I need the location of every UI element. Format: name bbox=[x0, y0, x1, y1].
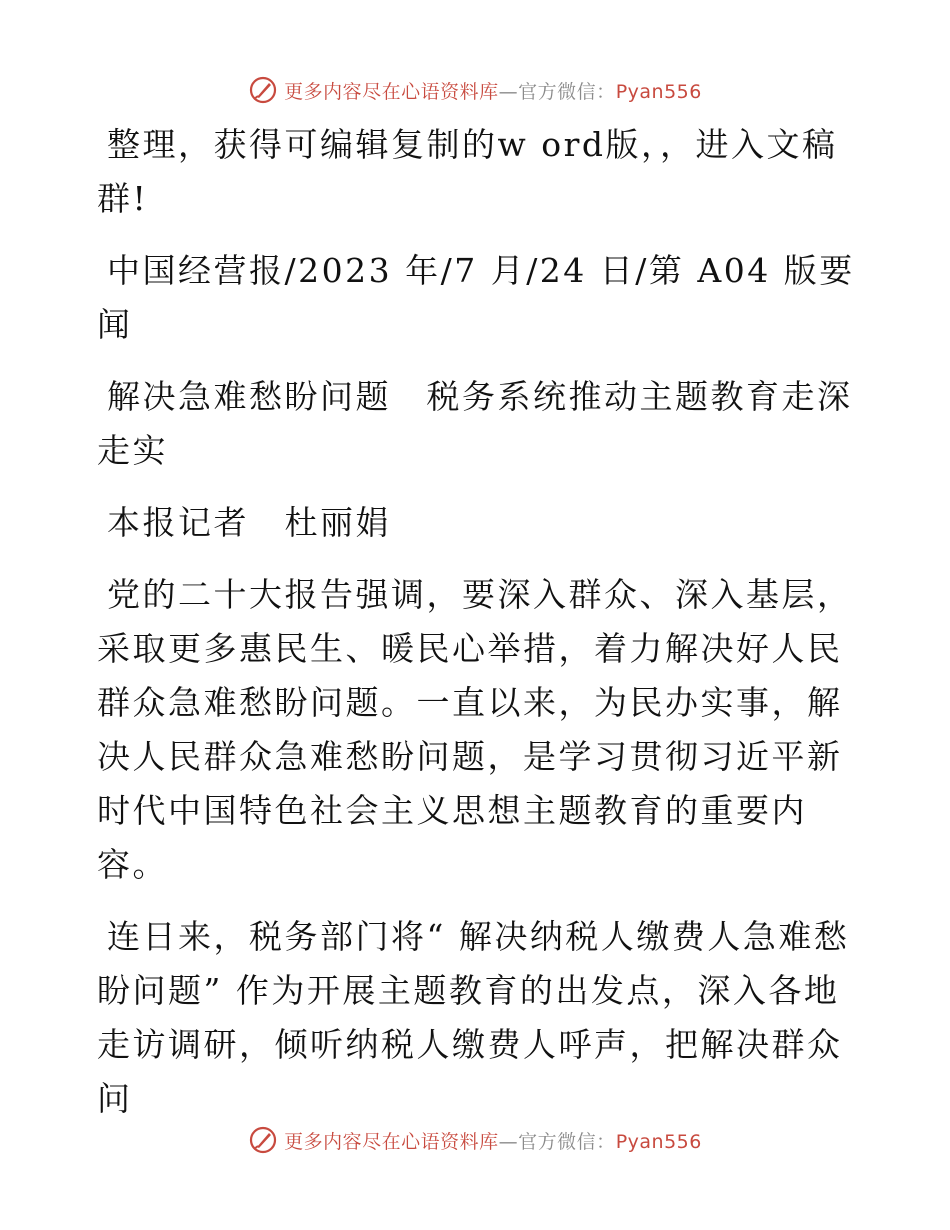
watermark-text bbox=[284, 77, 702, 104]
watermark-dash: — bbox=[498, 80, 519, 103]
watermark-text bbox=[284, 1127, 702, 1154]
paragraph-intro: 整理，获得可编辑复制的w ord版，，进入文稿群! bbox=[97, 125, 838, 218]
watermark-site: 更多内容尽在心语资料库 bbox=[284, 80, 499, 103]
paragraph-body-2: 连日来，税务部门将“ 解决纳税人缴费人急难愁盼问题” 作为开展主题教育的出发点，深入各地走访调研，倾听纳税人缴费人呼声，把解决群众问 bbox=[97, 917, 850, 1118]
paragraph-body-1: 党的二十大报告强调，要深入群众、深入基层，采取更多惠民生、暖民心举措，着力解决好人民群众急难愁盼问题。一直以来，为民办实事，解决人民群众急难愁盼问题，是学习贯彻习近平新时代中国特色社会主义思想主题教育的重要内容。 bbox=[97, 575, 853, 884]
quill-circle-logo-icon bbox=[248, 75, 278, 105]
watermark-official: 官方微信： bbox=[518, 80, 616, 103]
header-watermark bbox=[0, 70, 950, 110]
watermark-site: 更多内容尽在心语资料库 bbox=[284, 1130, 499, 1153]
watermark-wechat-id: Pyan556 bbox=[615, 1130, 702, 1153]
quill-circle-logo-icon bbox=[248, 1125, 278, 1155]
paragraph-source: 中国经营报/2023 年/7 月/24 日/第 A04 版要闻 bbox=[97, 251, 855, 344]
watermark-wechat-id: Pyan556 bbox=[615, 80, 702, 103]
document-body bbox=[97, 118, 857, 1144]
watermark-official: 官方微信： bbox=[518, 1130, 616, 1153]
paragraph-byline: 本报记者 杜丽娟 bbox=[107, 503, 391, 542]
watermark-dash: — bbox=[498, 1130, 519, 1153]
footer-watermark bbox=[0, 1120, 950, 1160]
paragraph-headline: 解决急难愁盼问题 税务系统推动主题教育走深走实 bbox=[97, 377, 853, 470]
